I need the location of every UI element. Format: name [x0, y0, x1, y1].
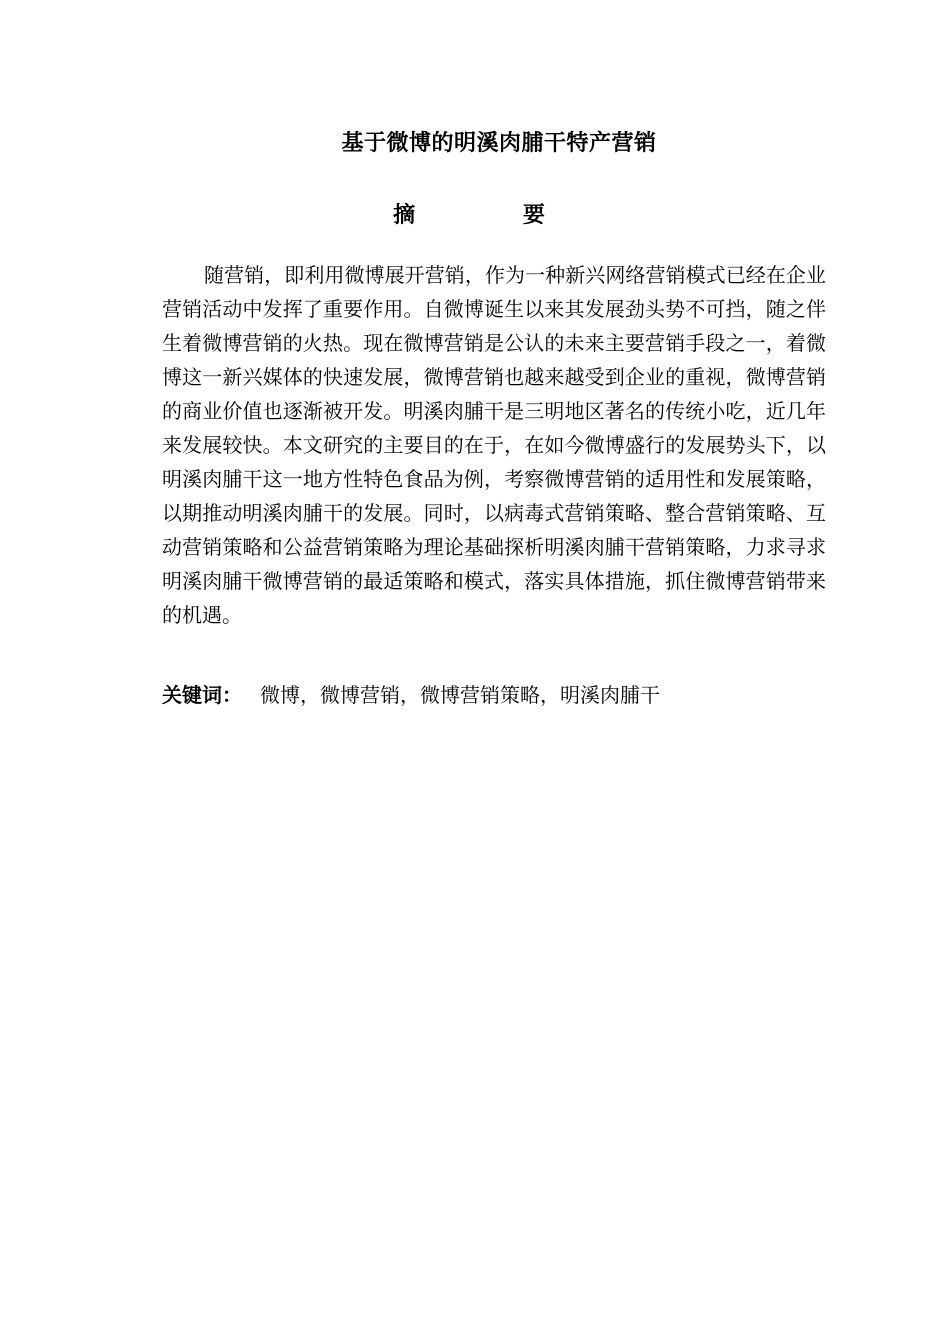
keywords-label: 关键词：: [162, 683, 242, 707]
abstract-heading: 摘 要: [393, 203, 595, 228]
abstract-body: 随营销，即利用微博展开营销，作为一种新兴网络营销模式已经在企业营销活动中发挥了重要作用。自微博诞生以来其发展劲头势不可挡，随之伴生着微博营销的火热。现在微博营销是公认的未来主要营销手段之一，着微博这一新兴媒体的快速发展，微博营销也越来越受到企业的重视，微博营销的商业价值也逐渐被开发。明溪肉脯干是三明地区著名的传统小吃，近几年来发展较快。本文研究的主要目的在于，在如今微博盛行的发展势头下，以明溪肉脯干这一地方性特色食品为例，考察微博营销的适用性和发展策略，以期推动明溪肉脯干的发展。同时，以病毒式营销策略、整合营销策略、互动营销策略和公益营销策略为理论基础探析明溪肉脯干营销策略，力求寻求明溪肉脯干微博营销的最适策略和模式，落实具体措施，抓住微博营销带来的机遇。: [162, 263, 826, 627]
keywords-line: [162, 678, 826, 713]
keywords-value: 微博，微博营销，微博营销策略，明溪肉脯干: [260, 683, 660, 707]
document-title: 基于微博的明溪肉脯干特产营销: [341, 131, 657, 156]
